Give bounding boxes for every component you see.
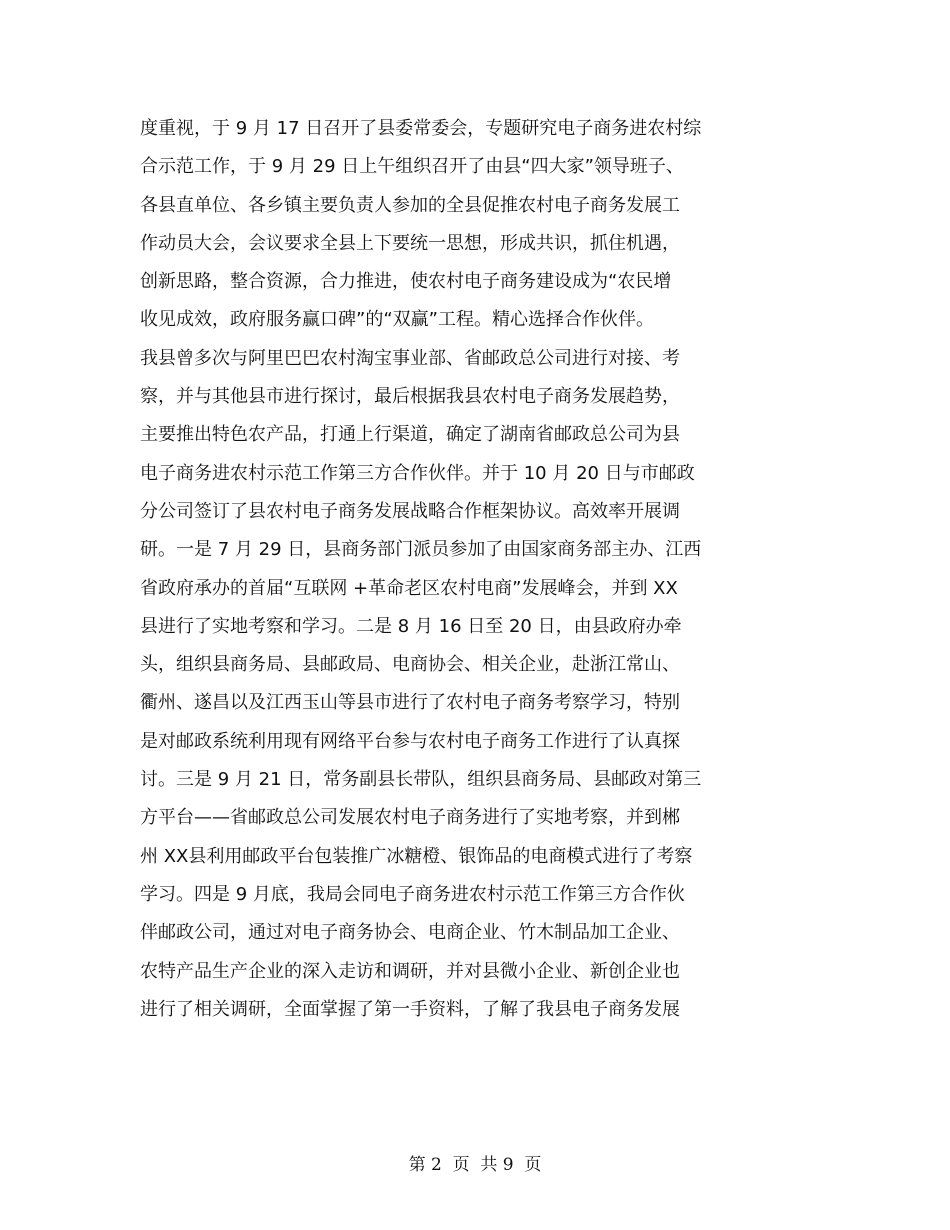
text-line: 分公司签订了县农村电子商务发展战略合作框架协议。高效率开展调 <box>140 500 680 522</box>
text-line: 收见成效，政府服务赢口碑”的“双赢”工程。精心选择合作伙伴。 <box>140 309 654 331</box>
text-line: 合示范工作，于 9 月 29 日上午组织召开了由县“四大家”领导班子、 <box>140 156 684 178</box>
body-paragraph <box>140 110 800 1029</box>
text-line: 省政府承办的首届“互联网 +革命老区农村电商”发展峰会，并到 XX <box>140 577 678 599</box>
text-line: 察，并与其他县市进行探讨，最后根据我县农村电子商务发展趋势， <box>140 386 680 408</box>
text-line: 伴邮政公司，通过对电子商务协会、电商企业、竹木制品加工企业、 <box>140 922 680 944</box>
text-line: 创新思路，整合资源，合力推进，使农村电子商务建设成为“农民增 <box>140 271 672 293</box>
text-line: 进行了相关调研，全面掌握了第一手资料，了解了我县电子商务发展 <box>140 998 680 1020</box>
text-line: 度重视，于 9 月 17 日召开了县委常委会，专题研究电子商务进农村综 <box>140 118 702 139</box>
text-line: 电子商务进农村示范工作第三方合作伙伴。并于 10 月 20 日与市邮政 <box>140 462 695 484</box>
text-line: 讨。三是 9 月 21 日，常务副县长带队，组织县商务局、县邮政对第三 <box>140 769 702 791</box>
text-line: 是对邮政系统利用现有网络平台参与农村电子商务工作进行了认真探 <box>140 730 680 752</box>
page-number-footer: 第 2 页 共 9 页 <box>408 1155 542 1175</box>
text-line: 各县直单位、各乡镇主要负责人参加的全县促推农村电子商务发展工 <box>140 194 680 216</box>
text-line: 头，组织县商务局、县邮政局、电商协会、相关企业，赴浙江常山、 <box>140 654 680 676</box>
text-line: 我县曾多次与阿里巴巴农村淘宝事业部、省邮政总公司进行对接、考 <box>140 347 680 369</box>
text-line: 县进行了实地考察和学习。二是 8 月 16 日至 20 日，由县政府办牵 <box>140 615 682 637</box>
text-line: 州 XX县利用邮政平台包装推广冰糖橙、银饰品的电商模式进行了考察 <box>140 845 693 867</box>
text-line: 方平台——省邮政总公司发展农村电子商务进行了实地考察，并到郴 <box>140 807 680 829</box>
text-line: 研。一是 7 月 29 日，县商务部门派员参加了由国家商务部主办、江西 <box>140 539 702 561</box>
text-line: 农特产品生产企业的深入走访和调研，并对县微小企业、新创企业也 <box>140 960 680 982</box>
text-line: 作动员大会，会议要求全县上下要统一思想，形成共识，抓住机遇， <box>140 232 680 254</box>
text-line: 学习。四是 9 月底，我局会同电子商务进农村示范工作第三方合作伙 <box>140 883 685 905</box>
text-line: 主要推出特色农产品，打通上行渠道，确定了湖南省邮政总公司为县 <box>140 424 680 446</box>
text-line: 衢州、遂昌以及江西玉山等县市进行了农村电子商务考察学习，特别 <box>140 692 680 714</box>
